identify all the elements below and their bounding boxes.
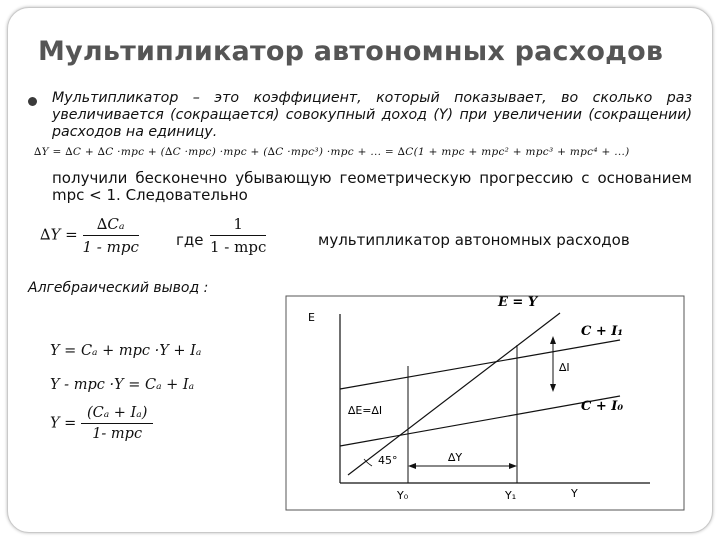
delta-i-arrowhead-up [550, 336, 556, 344]
equation-3-denominator: 1- mpc [92, 426, 143, 442]
equation-1: Y = Cₐ + mpc ·Y + Iₐ [50, 343, 202, 359]
slide-title: Мультипликатор автономных расходов [38, 36, 664, 67]
line-c-plus-i1 [340, 340, 620, 389]
graph-frame [286, 296, 684, 510]
delta-y-arrowhead-left [408, 463, 416, 469]
line-45-label: E = Y [498, 295, 538, 310]
progression-text: получили бесконечно убывающую геометрическую прогрессию с основанием mpc < 1. Следовательно [52, 169, 692, 204]
angle-label: 45° [378, 454, 398, 467]
fraction-denominator: 1 - mpc [82, 238, 139, 256]
series-formula: ∆Y = ∆C + ∆C ·mpc + (∆C ·mpc) ·mpc + (∆C ·mpc³) ·mpc + ... = ∆C(1 + mpc + mpc² + mpc³ + mpc⁴ + ...) [34, 146, 630, 158]
upper-line-label: C + I₁ [581, 324, 624, 339]
y1-label: Y₁ [505, 489, 517, 502]
multiplier-numerator: 1 [210, 215, 266, 236]
y0-label: Y₀ [397, 489, 409, 502]
equation-3-lhs: Y = [50, 415, 77, 432]
equation-3-numerator: (Cₐ + Iₐ) [81, 405, 153, 424]
lower-line-label: C + I₀ [581, 399, 624, 414]
definition-text: Мультипликатор – это коэффициент, который показывает, во сколько раз увеличивается (сокращается) совокупный доход (Y) при увеличении (сокращении) расходов на единицу. [52, 90, 692, 140]
delta-e-label: ∆E=∆I [348, 404, 383, 417]
where-word: где [176, 231, 204, 249]
delta-y-label: ∆Y [448, 451, 463, 464]
axis-e-label: E [308, 311, 315, 324]
fraction-numerator: ∆Cₐ [83, 215, 139, 236]
delta-y-arrowhead-right [509, 463, 517, 469]
delta-i-arrowhead-down [550, 384, 556, 392]
multiplier-denominator: 1 - mpc [210, 238, 267, 256]
multiplier-label: мультипликатор автономных расходов [318, 231, 630, 249]
delta-i-label: ∆I [559, 361, 570, 374]
fraction-lhs: ∆Y = [40, 225, 78, 244]
axis-y-label: Y [571, 487, 578, 500]
equation-2: Y - mpc ·Y = Cₐ + Iₐ [50, 377, 195, 393]
algebraic-label: Алгебраический вывод : [28, 280, 209, 296]
